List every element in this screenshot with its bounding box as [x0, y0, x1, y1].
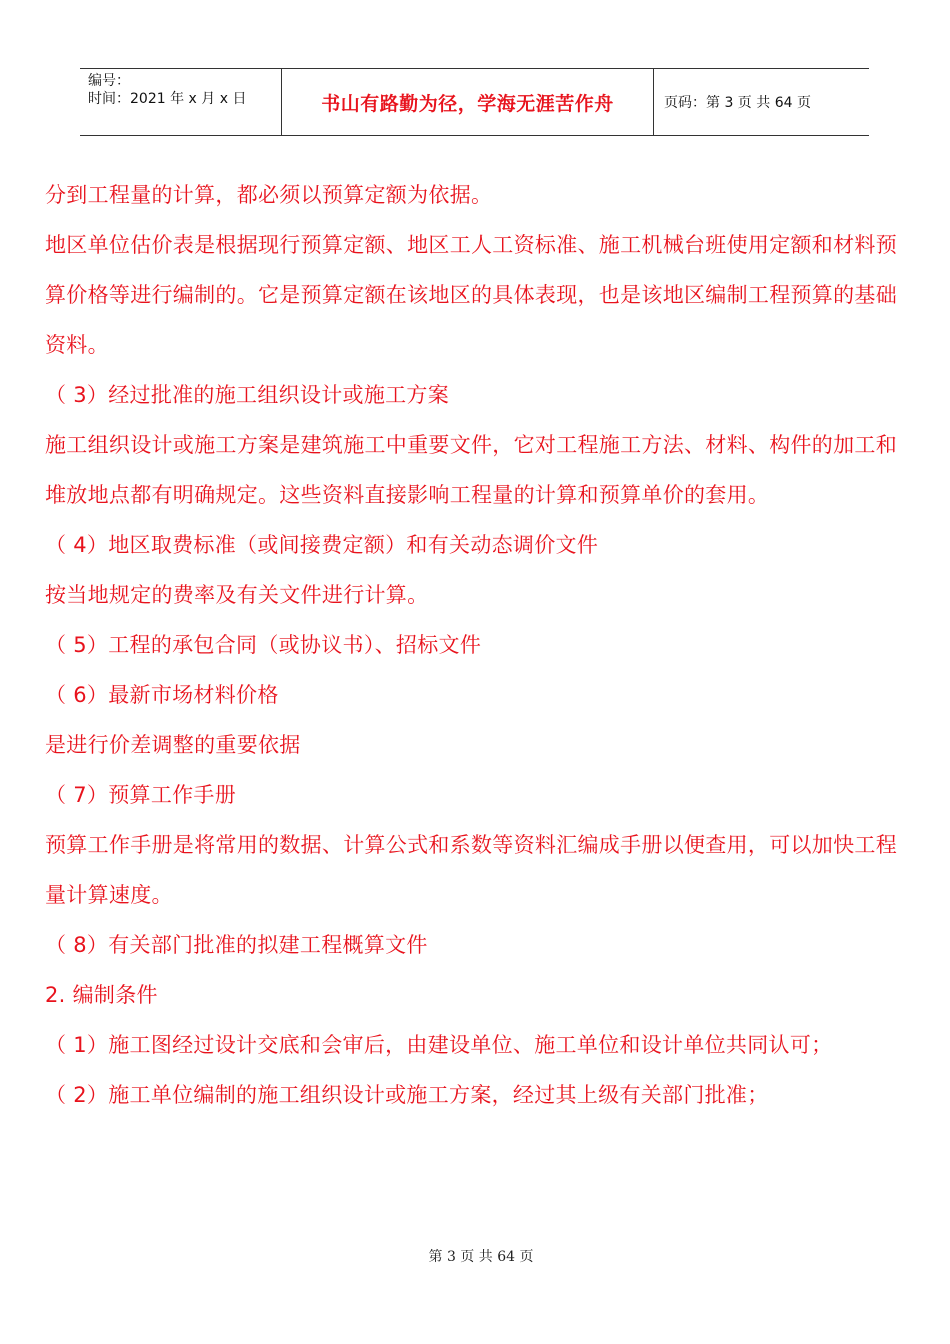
document-number-label: 编号：: [88, 73, 130, 89]
list-item: （ 2）施工单位编制的施工组织设计或施工方案，经过其上级有关部门批准；: [45, 1083, 769, 1107]
paragraph: 分到工程量的计算，都必须以预算定额为依据。: [45, 183, 493, 207]
header-motto: 书山有路勤为径，学海无涯苦作舟: [281, 69, 654, 135]
paragraph: 施工组织设计或施工方案是建筑施工中重要文件，它对工程施工方法、材料、构件的加工和堆放地点都有明确规定。这些资料直接影响工程量的计算和预算单价的套用。: [45, 433, 897, 507]
document-body: [45, 170, 913, 1120]
list-heading: （ 8）有关部门批准的拟建工程概算文件: [45, 933, 428, 957]
list-heading: （ 3）经过批准的施工组织设计或施工方案: [45, 383, 450, 407]
paragraph: 地区单位估价表是根据现行预算定额、地区工人工资标准、施工机械台班使用定额和材料预算价格等进行编制的。它是预算定额在该地区的具体表现，也是该地区编制工程预算的基础资料。: [45, 233, 897, 357]
paragraph: 预算工作手册是将常用的数据、计算公式和系数等资料汇编成手册以便查用，可以加快工程量计算速度。: [45, 833, 897, 907]
list-item: （ 1）施工图经过设计交底和会审后，由建设单位、施工单位和设计单位共同认可；: [45, 1033, 833, 1057]
list-heading: （ 7）预算工作手册: [45, 783, 237, 807]
header-page-info: 页码：第 3 页 共 64 页: [664, 95, 811, 111]
page-footer: 第 3 页 共 64 页: [428, 1249, 534, 1265]
list-heading: （ 4）地区取费标准（或间接费定额）和有关动态调价文件: [45, 533, 599, 557]
paragraph: 按当地规定的费率及有关文件进行计算。: [45, 583, 429, 607]
list-heading: （ 5）工程的承包合同（或协议书）、招标文件: [45, 633, 482, 657]
page-header: [80, 68, 869, 136]
header-meta: [80, 69, 281, 135]
list-heading: （ 6）最新市场材料价格: [45, 683, 279, 707]
section-heading: 2. 编制条件: [45, 983, 158, 1007]
document-date: 时间：2021 年 x 月 x 日: [88, 91, 247, 107]
paragraph: 是进行价差调整的重要依据: [45, 733, 301, 757]
